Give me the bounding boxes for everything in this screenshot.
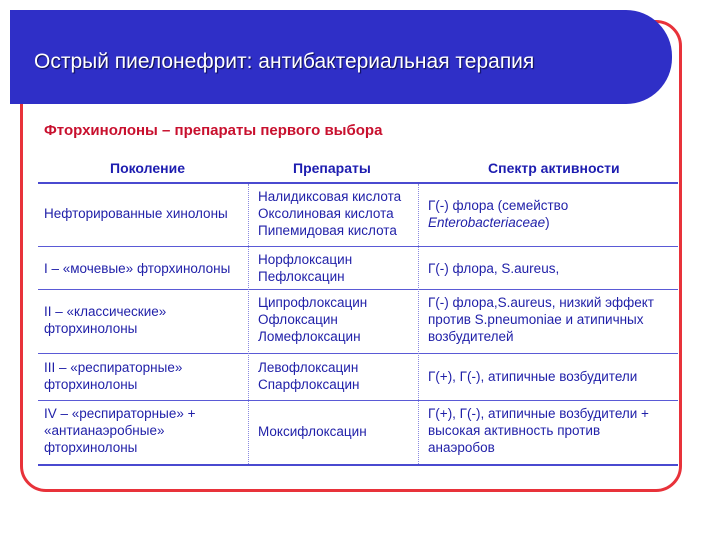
table-cell-spectrum: Г(+), Г(-), атипичные возбудители: [428, 369, 638, 384]
title-underline: [30, 105, 646, 108]
table-cell-generation: II – «классические» фторхинолоны: [44, 304, 167, 336]
table-cell-drugs: Налидиксовая кислота Оксолиновая кислота Пипемидовая кислота: [258, 189, 402, 238]
slide-subtitle: Фторхинолоны – препараты первого выбора: [44, 122, 383, 139]
row-divider: [38, 246, 678, 247]
table-cell-generation: III – «респираторные» фторхинолоны: [44, 360, 183, 392]
row-divider: [38, 289, 678, 290]
row-divider: [38, 353, 678, 354]
taxon-name: Enterobacteriaceae: [428, 215, 546, 230]
table-cell-drugs: Ципрофлоксацин Офлоксацин Ломефлоксацин: [258, 295, 368, 344]
table-cell-spectrum: Г(-) флора,S.aureus, низкий эффект против S.pneumoniae и атипичных возбудителей: [428, 295, 654, 344]
header-drugs: Препараты: [293, 160, 371, 176]
column-divider: [248, 184, 249, 464]
header-generation: Поколение: [110, 160, 185, 176]
table-cell-generation: I – «мочевые» фторхинолоны: [44, 261, 231, 276]
table-cell-generation: IV – «респираторные» + «антианаэробные» фторхинолоны: [44, 406, 196, 455]
table-cell-generation: Нефторированные хинолоны: [44, 206, 228, 221]
table-cell-drugs: Моксифлоксацин: [258, 424, 367, 439]
title-bar: [10, 10, 672, 104]
table-cell-spectrum: Г(-) флора, S.aureus,: [428, 261, 560, 276]
table-cell-drugs: Левофлоксацин Спарфлоксацин: [258, 360, 360, 392]
header-divider: [38, 182, 678, 184]
column-divider: [418, 184, 419, 464]
table-cell-spectrum: Г(+), Г(-), атипичные возбудители + высокая активность против анаэробов: [428, 406, 649, 455]
slide-title: Острый пиелонефрит: антибактериальная терапия: [34, 50, 535, 73]
table-cell-drugs: Норфлоксацин Пефлоксацин: [258, 252, 353, 284]
table-bottom-border: [38, 464, 678, 466]
row-divider: [38, 400, 678, 401]
table-cell-spectrum: Г(-) флора (семейство Enterobacteriaceae): [428, 198, 569, 230]
header-spectrum: Спектр активности: [488, 160, 620, 176]
